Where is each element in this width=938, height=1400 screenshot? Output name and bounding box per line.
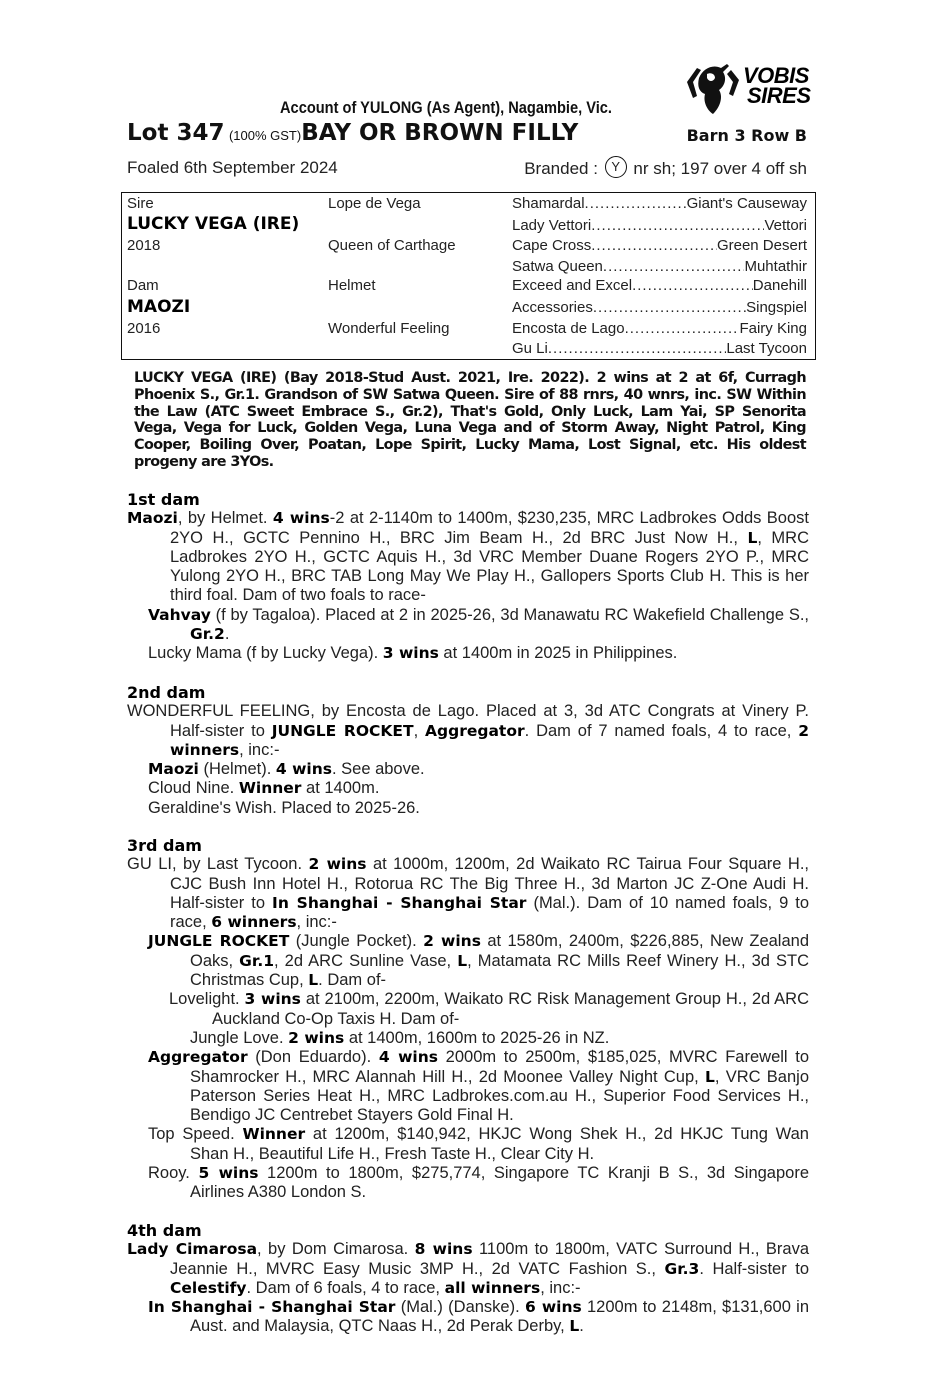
bold-text: 4 wins bbox=[272, 509, 330, 528]
sire-dam: Queen of Carthage bbox=[328, 237, 456, 254]
gp-left: Exceed and Excel bbox=[512, 277, 633, 294]
text bbox=[591, 237, 717, 254]
text: , Matamata RC Mills Reef Winery H., 3d STC Christmas Cup, bbox=[190, 951, 810, 990]
text bbox=[625, 320, 740, 337]
text: (Mal.) (Danske). bbox=[395, 1298, 525, 1317]
gp-left: Shamardal bbox=[512, 195, 585, 212]
bold-text: Lady Cimarosa bbox=[127, 1240, 258, 1259]
sire-name: LUCKY VEGA (IRE) bbox=[127, 214, 300, 234]
grandparent-row bbox=[512, 258, 807, 275]
gp-right: Fairy King bbox=[739, 320, 807, 337]
bold-text: Aggregator bbox=[148, 1048, 248, 1067]
gp-right: Last Tycoon bbox=[726, 340, 807, 357]
brand-mark-icon: Y bbox=[605, 156, 627, 178]
text bbox=[591, 217, 764, 234]
dam-entry bbox=[127, 1240, 809, 1298]
text: , MRC Ladbrokes 2YO H., GCTC Aquis H., 3d VRC Member Duane Rogers 2YO P., MRC Yulong 2YO H., BRC TAB Long May We Play H., Gallopers Sports Club H. This is her third foal. Dam of two foals to race- bbox=[170, 528, 810, 605]
gst-note: (100% GST) bbox=[228, 128, 302, 143]
text: Lucky Mama (f by Lucky Vega). bbox=[148, 644, 383, 663]
text: , inc:- bbox=[540, 1278, 581, 1297]
bold-text: 6 winners bbox=[211, 913, 297, 932]
text: at 1400m, 1600m to 2025-26 in NZ. bbox=[344, 1028, 610, 1047]
text: (Mal.). Dam of 10 named foals, 9 to race, bbox=[170, 893, 810, 932]
text: -2 at 2-1140m to 1400m, $230,235, MRC Ladbrokes Odds Boost 2YO H., GCTC Pennino H., BRC Jim Beam H., 2d BRC Just Now H., bbox=[170, 509, 809, 547]
gp-left: Accessories bbox=[512, 299, 593, 316]
progeny-entry bbox=[127, 644, 809, 663]
text: Top Speed. bbox=[148, 1125, 243, 1144]
bold-text: Celestify bbox=[170, 1278, 247, 1297]
gp-right: Danehill bbox=[752, 277, 807, 294]
text: at 1200m, $140,942, HKJC Wong Shek H., 2d HKJC Tung Wan Shan H., Beautiful Life H., Fresh Taste H., Clear City H. bbox=[190, 1125, 809, 1163]
barn-location: Barn 3 Row B bbox=[686, 126, 807, 145]
bold-text: 2 winners bbox=[170, 721, 810, 759]
grandparent-row bbox=[512, 195, 807, 212]
sire-year: 2018 bbox=[127, 237, 161, 254]
lot-heading bbox=[127, 120, 807, 146]
text: Cloud Nine. bbox=[148, 779, 239, 798]
gp-right: Vettori bbox=[764, 217, 807, 234]
grandparent-row bbox=[512, 277, 807, 294]
text: (Jungle Pocket). bbox=[289, 932, 424, 951]
logo-line2: SIRES bbox=[747, 83, 811, 108]
text: , 2d ARC Sunline Vase, bbox=[274, 951, 458, 970]
text: Geraldine's Wish. Placed to 2025-26. bbox=[148, 798, 420, 817]
dam-label: Dam bbox=[127, 277, 159, 294]
bold-text: Maozi bbox=[148, 760, 199, 779]
grandparent-row bbox=[512, 299, 807, 316]
pedigree-table bbox=[121, 192, 816, 360]
bold-text: all winners bbox=[444, 1278, 541, 1297]
text: . Dam of- bbox=[318, 971, 387, 990]
sire-label: Sire bbox=[127, 195, 154, 212]
gp-left: Gu Li bbox=[512, 340, 548, 357]
text: . Dam of 7 named foals, 4 to race, bbox=[524, 721, 799, 740]
text: 1100m to 1800m, VATC Surround H., Brava Jeannie H., MVRC Easy Music 3MP H., 2d VATC Fashion S., bbox=[170, 1240, 809, 1278]
text: GU LI, by Last Tycoon. bbox=[127, 855, 309, 874]
text: , inc:- bbox=[239, 740, 280, 759]
progeny-entry bbox=[127, 932, 809, 990]
dam-entry bbox=[127, 855, 809, 932]
text bbox=[603, 258, 745, 275]
text: , inc:- bbox=[296, 913, 337, 932]
progeny-entry bbox=[127, 1048, 809, 1125]
third-dam-section bbox=[127, 836, 809, 1203]
text bbox=[548, 340, 727, 357]
section-title: 4th dam bbox=[127, 1221, 202, 1240]
sire-sire: Lope de Vega bbox=[328, 195, 421, 212]
bold-text: 6 wins bbox=[524, 1298, 582, 1317]
horse-rider-icon bbox=[683, 60, 741, 116]
bold-text: 8 wins bbox=[414, 1240, 473, 1259]
progeny-entry bbox=[127, 606, 809, 645]
bold-text: JUNGLE ROCKET bbox=[271, 721, 414, 740]
section-title: 2nd dam bbox=[127, 683, 206, 702]
gp-right: Giant's Causeway bbox=[686, 195, 807, 212]
text: at 1400m in 2025 in Philippines. bbox=[438, 644, 678, 663]
text: Rooy. bbox=[148, 1164, 199, 1183]
lot-number: Lot 347 bbox=[127, 120, 225, 146]
text: , VRC Banjo Paterson Series Heat H., MRC Ladbrokes.com.au H., Superior Food Services H., Bendigo JC Centrebet Stayers Gold Final H. bbox=[190, 1067, 809, 1125]
text: Jungle Love. bbox=[190, 1028, 289, 1047]
bold-text: Gr.3 bbox=[664, 1259, 700, 1278]
bold-text: L bbox=[308, 971, 319, 990]
grandparent-row bbox=[512, 237, 807, 254]
bold-text: Vahvay bbox=[148, 605, 211, 624]
bold-text: Gr.1 bbox=[239, 951, 275, 970]
text: . Dam of 6 foals, 4 to race, bbox=[246, 1278, 445, 1297]
text: Lovelight. bbox=[169, 990, 245, 1009]
bold-text: Winner bbox=[242, 1125, 306, 1144]
bold-text: 2 wins bbox=[288, 1028, 345, 1047]
gp-right: Singspiel bbox=[746, 299, 807, 316]
first-dam-section bbox=[127, 490, 809, 664]
section-title: 3rd dam bbox=[127, 836, 202, 855]
bold-text: 2 wins bbox=[423, 932, 481, 951]
dam-sire: Helmet bbox=[328, 277, 376, 294]
bold-text: 4 wins bbox=[275, 760, 332, 779]
bold-text: In Shanghai - Shanghai Star bbox=[148, 1298, 396, 1317]
sire-summary: LUCKY VEGA (IRE) (Bay 2018-Stud Aust. 2021, Ire. 2022). 2 wins at 2 at 6f, Curragh Phoenix S., Gr.1. Grandson of SW Satwa Queen. Sire of 88 rnrs, 40 wnrs, inc. SW Within the Law (ATC Sweet Embrace S., Gr.2), That's Gold, Only Luck, Lam Yai, SP Senorita Vega, Vega for Luck, Golden Vega, Luna Vega and of Storm Away, Night Patrol, King Cooper, Boiling Over, Poatan, Lope Spirit, Lucky Mama, Lost Signal, etc. His oldest progeny are 3YOs. bbox=[134, 370, 806, 470]
text: . See above. bbox=[331, 760, 425, 779]
text: (Don Eduardo). bbox=[247, 1048, 379, 1067]
bold-text: 5 wins bbox=[198, 1164, 259, 1183]
text: (Helmet). bbox=[198, 760, 276, 779]
gp-left: Cape Cross bbox=[512, 237, 592, 254]
second-dam-section bbox=[127, 683, 809, 818]
vobis-sires-logo bbox=[683, 60, 823, 116]
foaled-date: Foaled 6th September 2024 bbox=[127, 158, 338, 177]
bold-text: JUNGLE ROCKET bbox=[148, 932, 290, 951]
bold-text: L bbox=[705, 1067, 715, 1086]
vendor-account: Account of YULONG (As Agent), Nagambie, Vic. bbox=[280, 98, 612, 117]
text: at 1000m, 1200m, 2d Waikato RC Tairua Four Square H., CJC Bush Inn Hotel H., Rotorua RC The Big Three H., 3d Marton JC Z-One Audi H. Half-sister to bbox=[170, 855, 809, 912]
text: at 1580m, 2400m, $226,885, New Zealand Oaks, bbox=[190, 932, 809, 970]
progeny-entry bbox=[127, 1125, 809, 1164]
gp-left: Lady Vettori bbox=[512, 217, 592, 234]
bold-text: L bbox=[569, 1317, 580, 1336]
dam-name: MAOZI bbox=[127, 297, 191, 317]
text: , bbox=[413, 721, 426, 740]
grand-progeny-entry bbox=[127, 1029, 809, 1048]
text: 1200m to 2148m, $131,600 in Aust. and Malaysia, QTC Naas H., 2d Perak Derby, bbox=[190, 1298, 809, 1336]
text: at 1400m. bbox=[301, 779, 380, 798]
bold-text: Winner bbox=[238, 779, 302, 798]
bold-text: Maozi bbox=[127, 509, 178, 528]
text: . Half-sister to bbox=[699, 1259, 809, 1278]
dam-year: 2016 bbox=[127, 320, 161, 337]
fourth-dam-section bbox=[127, 1221, 809, 1337]
branded-label: Branded : bbox=[524, 159, 598, 178]
text bbox=[593, 299, 746, 316]
grandparent-row bbox=[512, 340, 807, 357]
bold-text: L bbox=[747, 528, 758, 547]
bold-text: Gr.2 bbox=[190, 625, 225, 644]
text: . bbox=[224, 625, 230, 644]
section-title: 1st dam bbox=[127, 490, 200, 509]
bold-text: In Shanghai - Shanghai Star bbox=[272, 893, 527, 912]
dam-entry bbox=[127, 702, 809, 760]
dam-entry bbox=[127, 509, 809, 605]
text bbox=[632, 277, 753, 294]
dam-dam: Wonderful Feeling bbox=[328, 320, 450, 337]
progeny-entry bbox=[127, 1164, 809, 1203]
bold-text: 2 wins bbox=[308, 855, 367, 874]
text: 1200m to 1800m, $275,774, Singapore TC Kranji B S., 3d Singapore Airlines A380 London S. bbox=[190, 1164, 810, 1202]
bold-text: L bbox=[457, 951, 468, 970]
gp-right: Muhtathir bbox=[744, 258, 807, 275]
grand-progeny-entry bbox=[127, 990, 809, 1029]
text: WONDERFUL FEELING, by Encosta de Lago. Placed at 3, 3d ATC Congrats at Vinery P. Half-sister to bbox=[127, 702, 809, 740]
text: (f by Tagaloa). Placed at 2 in 2025-26, 3d Manawatu RC Wakefield Challenge S., bbox=[210, 605, 809, 624]
text: , by Dom Cimarosa. bbox=[257, 1240, 415, 1259]
progeny-entry bbox=[127, 779, 809, 798]
bold-text: 4 wins bbox=[378, 1048, 438, 1067]
gp-left: Encosta de Lago bbox=[512, 320, 625, 337]
progeny-entry bbox=[127, 760, 809, 779]
progeny-entry bbox=[127, 799, 809, 818]
progeny-entry bbox=[127, 1298, 809, 1337]
text: . bbox=[579, 1317, 584, 1336]
bold-text: 3 wins bbox=[382, 644, 439, 663]
branded-text: nr sh; 197 over 4 off sh bbox=[633, 159, 807, 178]
branded-info bbox=[524, 156, 807, 179]
grandparent-row bbox=[512, 217, 807, 234]
text: , by Helmet. bbox=[177, 509, 273, 528]
bold-text: 3 wins bbox=[244, 990, 301, 1009]
gp-left: Satwa Queen bbox=[512, 258, 603, 275]
logo-line1: VOBIS bbox=[743, 63, 809, 88]
grandparent-row bbox=[512, 320, 807, 337]
text: 2000m to 2500m, $185,025, MVRC Farewell to Shamrocker H., MRC Alannah Hill H., 2d Moonee Valley Night Cup, bbox=[190, 1048, 809, 1086]
text bbox=[585, 195, 687, 212]
text: at 2100m, 2200m, Waikato RC Risk Management Group H., 2d ARC Auckland Co-Op Taxis H. Dam of- bbox=[212, 990, 809, 1028]
gp-right: Green Desert bbox=[716, 237, 807, 254]
lot-description: BAY OR BROWN FILLY bbox=[301, 120, 579, 146]
bold-text: Aggregator bbox=[425, 721, 525, 740]
